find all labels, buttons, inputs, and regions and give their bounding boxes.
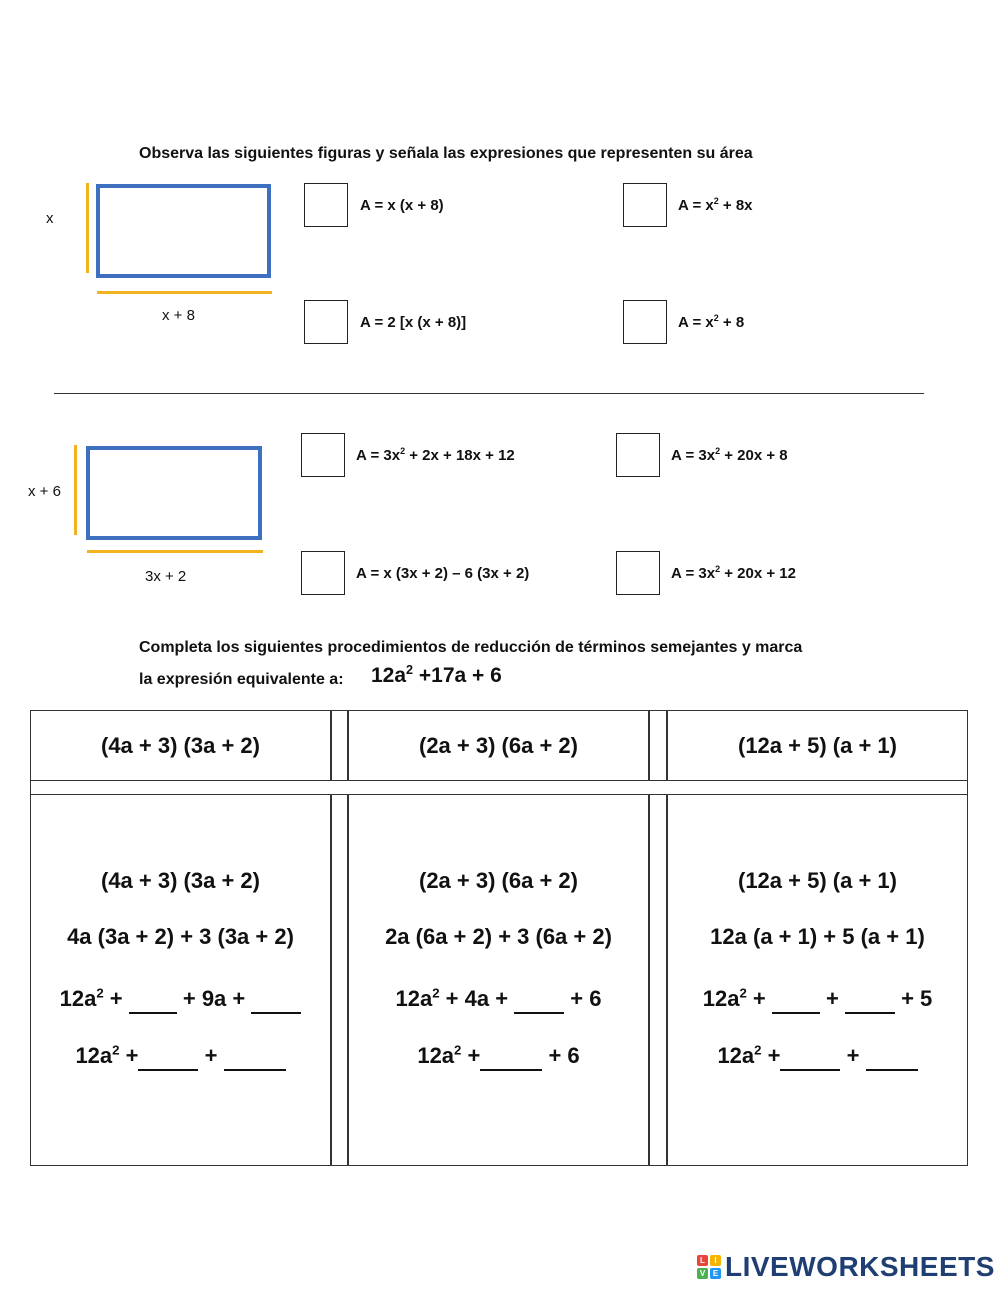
figure1-side-line xyxy=(86,183,89,273)
target-expression: $12a^2 +17a + 6$ xyxy=(371,663,502,687)
blank-input[interactable] xyxy=(514,990,564,1014)
gap-cell xyxy=(331,710,348,781)
gap-cell xyxy=(331,794,348,1166)
col3-line4: $12a^2$ + + xyxy=(667,1043,968,1071)
blank-input[interactable] xyxy=(866,1047,918,1071)
col3-line1: (12a + 5) (a + 1) xyxy=(738,868,897,893)
liveworksheets-logo xyxy=(697,1252,995,1282)
blank-input[interactable] xyxy=(845,990,895,1014)
col2-line2: 2a (6a + 2) + 3 (6a + 2) xyxy=(385,924,612,949)
logo-tile: E xyxy=(710,1268,721,1279)
checkbox-s1-opt1[interactable] xyxy=(304,183,348,227)
option-s1-2: $A = x^2 + 8x$ xyxy=(678,196,753,214)
logo-tiles-icon xyxy=(697,1255,721,1279)
instruction-2-line2: la expresión equivalente a: xyxy=(139,671,344,688)
spacer-row xyxy=(30,780,968,795)
logo-tile: V xyxy=(697,1268,708,1279)
blank-input[interactable] xyxy=(129,990,177,1014)
logo-tile: L xyxy=(697,1255,708,1266)
figure1-bottom-line xyxy=(97,291,272,294)
figure2-side-label: x + 6 xyxy=(28,483,61,500)
option-s2-1: $A = 3x^2 + 2x + 18x + 12$ xyxy=(356,446,515,464)
instruction-1: Observa las siguientes figuras y señala las expresiones que representen su área xyxy=(139,145,753,162)
blank-input[interactable] xyxy=(480,1047,542,1071)
body-cell-2 xyxy=(348,794,649,1166)
figure1-side-label: x xyxy=(46,210,54,227)
figure2-bottom-label: 3x + 2 xyxy=(145,568,187,585)
checkbox-s1-opt4[interactable] xyxy=(623,300,667,344)
col3-line3: $12a^2$ + + + 5 xyxy=(667,986,968,1014)
checkbox-s2-opt1[interactable] xyxy=(301,433,345,477)
checkbox-s1-opt2[interactable] xyxy=(623,183,667,227)
col2-line3: $12a^2 + 4a$ + + 6 xyxy=(348,986,649,1014)
gap-cell xyxy=(649,794,667,1166)
checkbox-s2-opt4[interactable] xyxy=(616,551,660,595)
logo-tile: I xyxy=(710,1255,721,1266)
col3-line2: 12a (a + 1) + 5 (a + 1) xyxy=(710,924,925,949)
col1-line2: 4a (3a + 2) + 3 (3a + 2) xyxy=(67,924,294,949)
col2-line4: $12a^2$ + + 6 xyxy=(348,1043,649,1071)
logo-text: LIVEWORKSHEETS xyxy=(725,1251,995,1282)
body-cell-3 xyxy=(667,794,968,1166)
option-s2-4: $A = 3x^2 + 20x + 12$ xyxy=(671,564,796,582)
col1-line4: $12a^2$ + + xyxy=(30,1043,331,1071)
option-s2-2: $A = 3x^2 + 20x + 8$ xyxy=(671,446,788,464)
figure2-rectangle xyxy=(86,446,262,540)
gap-cell xyxy=(649,710,667,781)
figure2-side-line xyxy=(74,445,77,535)
checkbox-s2-opt3[interactable] xyxy=(301,551,345,595)
blank-input[interactable] xyxy=(772,990,820,1014)
header-expression-1[interactable]: (4a + 3) (3a + 2) xyxy=(101,733,260,758)
instruction-2-line1: Completa los siguientes procedimientos de reducción de términos semejantes y marca xyxy=(139,639,803,656)
option-s1-1: A = x (x + 8) xyxy=(360,197,444,214)
blank-input[interactable] xyxy=(224,1047,286,1071)
section-divider xyxy=(54,393,924,394)
col1-line1: (4a + 3) (3a + 2) xyxy=(101,868,260,893)
figure1-rectangle xyxy=(96,184,271,278)
col2-line1: (2a + 3) (6a + 2) xyxy=(419,868,578,893)
checkbox-s2-opt2[interactable] xyxy=(616,433,660,477)
figure2-bottom-line xyxy=(87,550,263,553)
option-s2-3: A = x (3x + 2) – 6 (3x + 2) xyxy=(356,565,530,582)
blank-input[interactable] xyxy=(138,1047,198,1071)
option-s1-4: $A = x^2 + 8$ xyxy=(678,313,745,331)
blank-input[interactable] xyxy=(251,990,301,1014)
header-expression-2[interactable]: (2a + 3) (6a + 2) xyxy=(419,733,578,758)
body-cell-1 xyxy=(30,794,331,1166)
col1-line3: $12a^2$ + + 9a + xyxy=(30,986,331,1014)
blank-input[interactable] xyxy=(780,1047,840,1071)
checkbox-s1-opt3[interactable] xyxy=(304,300,348,344)
header-expression-3[interactable]: (12a + 5) (a + 1) xyxy=(738,733,897,758)
figure1-bottom-label: x + 8 xyxy=(162,307,195,324)
option-s1-3: A = 2 [x (x + 8)] xyxy=(360,314,467,331)
